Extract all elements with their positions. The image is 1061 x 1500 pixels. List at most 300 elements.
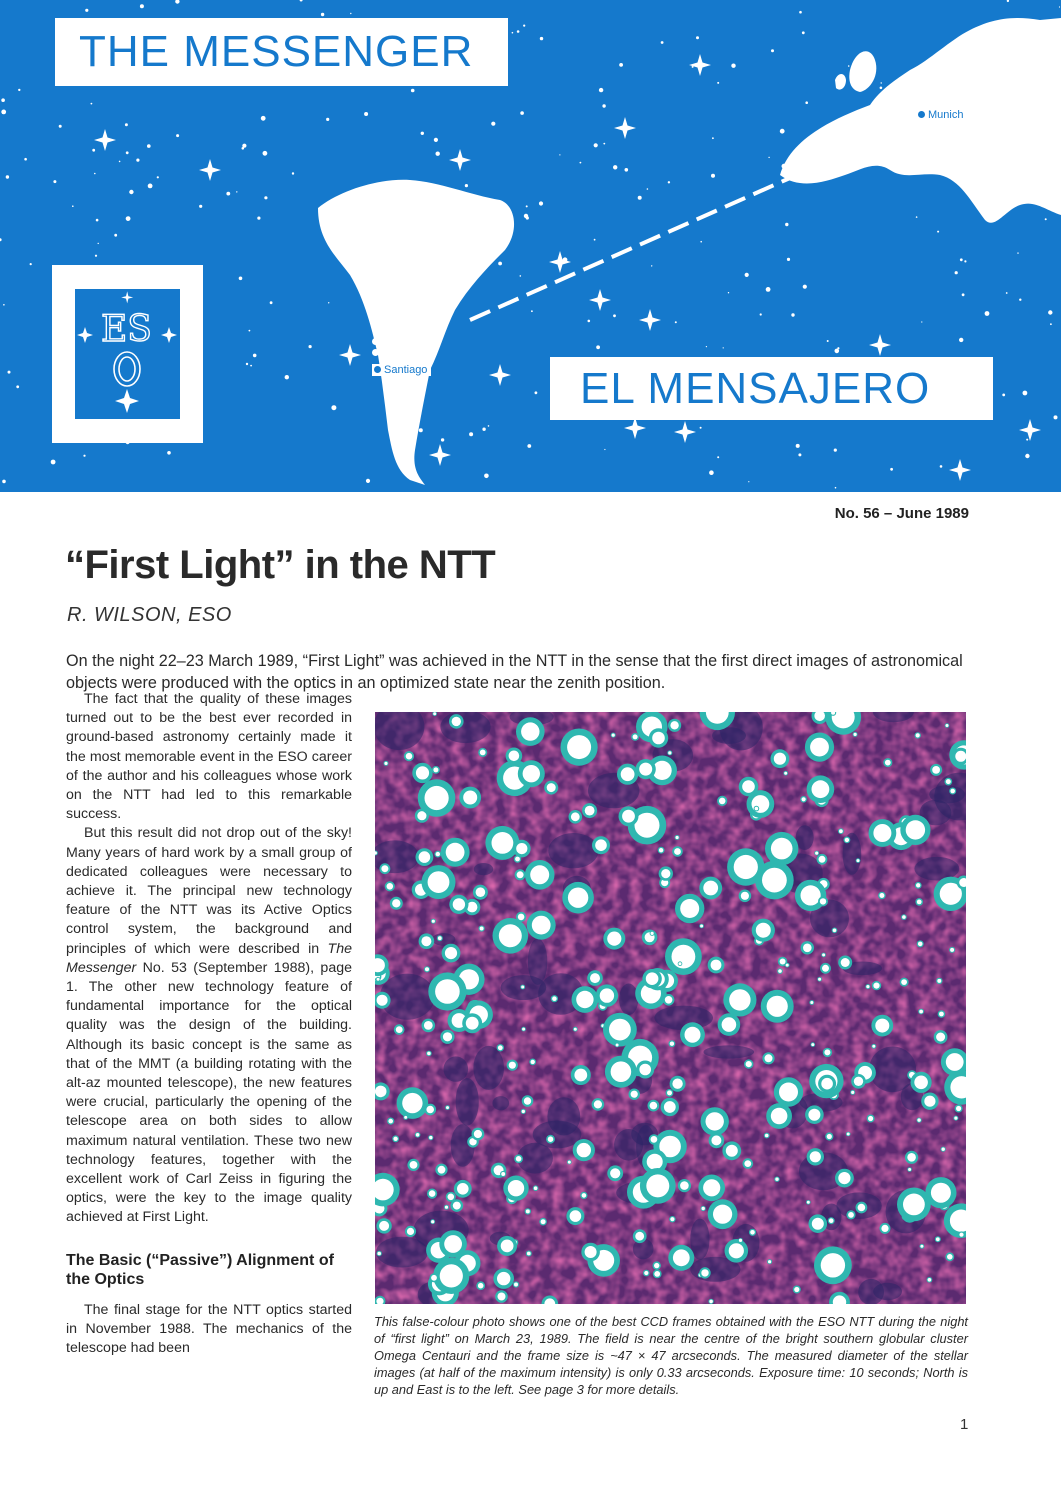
sky-star: [375, 322, 378, 325]
sky-star: [723, 347, 724, 348]
sky-star: [960, 258, 963, 261]
sky-star: [292, 172, 294, 174]
star-core: [685, 1027, 701, 1043]
sky-star: [140, 4, 144, 8]
star-core: [676, 836, 679, 839]
sky-star: [848, 65, 850, 67]
sky-star: [175, 0, 179, 4]
sky-star: [119, 161, 121, 163]
sky-star: [559, 154, 560, 155]
star-core: [667, 1090, 672, 1095]
sky-star: [921, 321, 922, 322]
star-core: [427, 1052, 431, 1056]
star-core: [526, 1209, 530, 1213]
star-core: [839, 829, 843, 833]
star-core: [848, 1212, 854, 1218]
star-core: [701, 1269, 708, 1276]
sky-star: [436, 152, 440, 156]
british-isles-shape: [849, 51, 876, 92]
star-core: [829, 1218, 834, 1223]
star-core: [928, 1278, 932, 1282]
bright-star: [674, 421, 696, 443]
sky-star: [832, 135, 836, 139]
sky-star: [731, 63, 735, 67]
sky-star: [157, 176, 159, 178]
sky-star: [1025, 454, 1029, 458]
star-core: [907, 1153, 916, 1162]
sky-star: [771, 49, 774, 52]
star-core: [522, 1028, 525, 1031]
sky-star: [72, 205, 74, 207]
false-colour-ccd-image: [375, 712, 966, 1304]
star-core: [453, 898, 465, 910]
star-core: [646, 1174, 669, 1197]
dark-patch: [858, 1279, 884, 1304]
sky-star: [520, 111, 524, 115]
star-core: [497, 1272, 510, 1285]
star-core: [808, 1109, 820, 1121]
star-core: [811, 1043, 814, 1046]
star-core: [651, 932, 654, 935]
star-core: [521, 986, 524, 989]
sky-star: [326, 118, 329, 121]
star-core: [947, 1254, 953, 1260]
star-core: [547, 783, 556, 792]
article-body-column: [66, 690, 352, 1358]
sky-star: [1005, 147, 1010, 152]
star-core: [478, 1283, 484, 1289]
star-core: [571, 812, 580, 821]
star-core: [428, 871, 450, 893]
star-core: [703, 881, 718, 896]
sky-star: [437, 187, 441, 191]
sky-star: [937, 231, 939, 233]
sky-star: [638, 196, 642, 200]
star-core: [946, 1053, 964, 1071]
star-core: [498, 1293, 506, 1301]
sky-star: [1002, 394, 1005, 397]
sky-star: [805, 101, 808, 104]
star-core: [906, 820, 925, 839]
sky-star: [285, 375, 289, 379]
star-core: [920, 1245, 923, 1248]
sky-star: [580, 162, 582, 164]
dark-patch: [619, 984, 638, 1016]
sky-star: [668, 181, 670, 183]
star-core: [633, 734, 638, 739]
star-core: [541, 1219, 546, 1224]
star-core: [416, 1133, 420, 1137]
star-core: [501, 1240, 514, 1253]
sky-star: [239, 277, 243, 281]
star-core: [498, 1045, 503, 1050]
sky-star: [916, 216, 918, 218]
sky-star: [976, 82, 978, 84]
star-core: [435, 979, 460, 1004]
sky-star: [488, 425, 490, 427]
star-core: [668, 751, 671, 754]
star-core: [552, 996, 557, 1001]
sky-star: [465, 184, 468, 187]
sky-star: [819, 172, 822, 175]
star-core: [875, 1019, 889, 1033]
bright-star: [614, 117, 636, 139]
star-core: [775, 1178, 778, 1181]
sky-star: [625, 168, 629, 172]
sky-star: [1030, 39, 1034, 43]
star-core: [765, 1054, 773, 1062]
sky-star: [497, 216, 500, 219]
sky-star: [827, 340, 829, 342]
star-core: [802, 797, 806, 801]
sky-star: [594, 239, 596, 241]
star-core: [807, 1201, 810, 1204]
sky-star: [941, 168, 943, 170]
sky-star: [1054, 415, 1058, 419]
star-core: [431, 1275, 437, 1281]
sky-star: [24, 158, 27, 161]
star-core: [932, 766, 940, 774]
star-core: [431, 1220, 434, 1223]
sky-star: [890, 468, 893, 471]
sky-star: [809, 172, 811, 174]
sky-star: [253, 354, 257, 358]
star-core: [729, 1243, 744, 1258]
star-core: [771, 838, 793, 860]
star-core: [914, 1076, 928, 1090]
star-core: [646, 972, 659, 985]
star-core: [746, 1061, 752, 1067]
star-core: [950, 948, 954, 952]
star-core: [532, 916, 551, 935]
figure-caption: This false-colour photo shows one of the best CCD frames obtained with the ESO NTT during the night of “first light” on March 23, 1989. The field is near the centre of the bright southern globular cluster Omega Centauri and the frame size is ~47 × 47 arcseconds. The measured diameter of the stellar images (at half of the maximum intensity) is only 0.33 arcseconds. Exposure time: 10 seconds; North is up and East is to the left. See page 3 for more details.: [374, 1314, 968, 1397]
star-core: [499, 924, 522, 947]
dark-patch: [376, 1237, 428, 1268]
sky-star: [596, 345, 600, 349]
star-core: [742, 780, 755, 793]
sky-star: [588, 320, 591, 323]
star-core: [585, 1246, 597, 1258]
star-core: [857, 859, 860, 862]
bright-star: [639, 309, 661, 331]
sky-star: [95, 255, 97, 257]
star-core: [673, 1249, 690, 1266]
sky-star: [1026, 439, 1028, 441]
star-core: [432, 920, 435, 923]
sky-star: [613, 165, 617, 169]
sky-star: [647, 188, 649, 190]
dark-patch: [493, 1096, 510, 1110]
star-core: [516, 1156, 522, 1162]
star-core: [570, 1210, 582, 1222]
sky-star: [129, 190, 133, 194]
sky-star: [94, 173, 96, 175]
sky-star: [147, 144, 151, 148]
sky-star: [768, 157, 769, 158]
sky-star: [728, 292, 729, 293]
sky-star: [1006, 292, 1008, 294]
dark-patch: [474, 863, 493, 875]
sky-star: [527, 444, 531, 448]
star-core: [774, 753, 786, 765]
sky-star: [799, 11, 802, 14]
sky-star: [780, 129, 785, 134]
sky-star: [880, 87, 883, 90]
star-core: [388, 1119, 393, 1124]
sky-star: [700, 427, 702, 429]
star-core: [474, 1130, 482, 1138]
star-core: [480, 750, 486, 756]
star-core: [594, 1100, 602, 1108]
dark-patch: [547, 1097, 580, 1135]
bright-star: [199, 159, 221, 181]
star-core: [445, 947, 457, 959]
star-core: [942, 1148, 945, 1151]
sky-star: [881, 82, 882, 83]
star-core: [879, 893, 884, 898]
star-core: [522, 1110, 525, 1113]
sky-star: [523, 25, 525, 27]
star-core: [881, 1225, 888, 1232]
bright-star: [689, 54, 711, 76]
star-core: [822, 953, 825, 956]
sky-star: [176, 134, 179, 137]
star-core: [659, 848, 663, 852]
star-core: [436, 852, 440, 856]
eso-emblem-icon: [75, 289, 180, 419]
star-core: [919, 1010, 923, 1014]
star-core: [939, 1012, 944, 1017]
map-label-santiago: Santiago: [372, 364, 431, 376]
star-core: [600, 988, 614, 1002]
star-core: [518, 914, 525, 921]
star-core: [406, 753, 413, 760]
star-core: [784, 772, 787, 775]
route-dashed-line: [470, 178, 790, 320]
star-core: [650, 1102, 658, 1110]
star-core: [517, 871, 524, 878]
star-core: [719, 798, 726, 805]
sky-star: [96, 219, 99, 222]
star-core: [631, 1091, 638, 1098]
star-core: [794, 1287, 799, 1292]
sky-star: [604, 449, 605, 450]
star-core: [741, 892, 749, 900]
sky-star: [985, 311, 990, 316]
sky-star: [91, 103, 93, 105]
sky-star: [1017, 252, 1018, 253]
star-core: [402, 1093, 422, 1113]
star-core: [377, 995, 388, 1006]
star-core: [866, 985, 869, 988]
star-core: [845, 838, 849, 842]
star-core: [815, 852, 818, 855]
sky-star: [434, 138, 438, 142]
sky-star: [92, 149, 95, 152]
bright-star: [549, 251, 571, 273]
sky-star: [51, 460, 56, 465]
sky-star: [700, 241, 702, 243]
star-core: [739, 1239, 742, 1242]
sky-star: [136, 159, 139, 162]
star-core: [384, 762, 387, 765]
star-core: [711, 960, 722, 971]
sky-star: [696, 36, 699, 39]
star-core: [379, 1221, 389, 1231]
star-core: [786, 964, 789, 967]
star-core: [607, 932, 621, 946]
sky-star: [420, 413, 422, 415]
star-core: [854, 1077, 863, 1086]
sky-star: [53, 180, 56, 183]
body-paragraph-3: The final stage for the NTT optics started in November 1988. The mechanics of the telescope had been: [66, 1301, 352, 1357]
bright-star: [949, 459, 971, 481]
bright-star: [94, 129, 116, 151]
star-core: [433, 712, 436, 715]
sky-star: [261, 116, 266, 121]
star-core: [824, 1049, 830, 1055]
star-core: [527, 1252, 531, 1256]
star-core: [429, 1190, 436, 1197]
star-core: [433, 767, 438, 772]
star-core: [950, 789, 955, 794]
star-core: [425, 786, 449, 810]
star-core: [902, 915, 906, 919]
sky-star: [331, 405, 336, 410]
sky-star: [98, 243, 99, 244]
star-core: [621, 767, 635, 781]
sky-star: [602, 104, 605, 107]
star-core: [654, 1263, 659, 1268]
sky-star: [491, 122, 495, 126]
star-core: [821, 1253, 845, 1277]
star-core: [514, 1283, 518, 1287]
sky-star: [717, 82, 719, 84]
star-core: [812, 1218, 824, 1230]
sky-star: [1023, 391, 1028, 396]
star-core: [670, 1217, 674, 1221]
star-core: [509, 1062, 516, 1069]
sky-star: [940, 465, 943, 468]
star-core: [903, 1194, 925, 1216]
bright-star: [339, 344, 361, 366]
star-core: [931, 1183, 951, 1203]
star-core: [744, 1160, 751, 1167]
star-core: [780, 959, 786, 965]
sky-star: [1045, 218, 1047, 220]
sky-star: [6, 175, 9, 178]
sky-star: [250, 365, 252, 367]
article-author: R. WILSON, ESO: [67, 604, 232, 626]
journal-title: The Messenger: [66, 940, 352, 976]
star-core: [421, 936, 431, 946]
star-core: [946, 779, 951, 784]
page-number: 1: [960, 1416, 969, 1433]
sky-star: [411, 89, 415, 93]
star-core: [582, 1193, 587, 1198]
star-core: [908, 1168, 911, 1171]
star-core: [680, 1181, 689, 1190]
sky-star: [498, 262, 502, 266]
sky-star: [798, 453, 801, 456]
sky-star: [954, 50, 957, 53]
star-core: [377, 1252, 381, 1256]
sky-star: [974, 47, 976, 49]
star-core: [873, 983, 879, 989]
south-america-shape: [318, 180, 514, 485]
sky-star: [835, 487, 837, 489]
sky-star: [242, 147, 245, 150]
star-core: [679, 962, 682, 965]
bright-star: [624, 417, 646, 439]
sky-star: [803, 285, 807, 289]
star-core: [644, 1271, 648, 1275]
star-core: [810, 1001, 813, 1004]
sky-star: [364, 112, 368, 116]
sky-star: [962, 293, 965, 296]
star-core: [918, 942, 923, 947]
ccd-star-field: [375, 712, 966, 1304]
star-core: [429, 1136, 432, 1139]
sky-star: [270, 301, 273, 304]
sky-star: [350, 13, 351, 14]
star-core: [452, 717, 461, 726]
star-core: [664, 1101, 676, 1113]
star-core: [574, 1028, 577, 1031]
star-core: [521, 722, 539, 740]
star-core: [818, 978, 821, 981]
star-core: [574, 1069, 587, 1082]
sky-star: [300, 0, 303, 2]
sky-star: [540, 37, 543, 40]
star-core: [838, 1172, 850, 1184]
star-core: [568, 1161, 571, 1164]
star-core: [523, 765, 540, 782]
sky-star: [30, 263, 32, 265]
sky-star: [477, 215, 479, 217]
star-core: [639, 1064, 651, 1076]
sky-star: [964, 260, 966, 262]
star-core: [410, 1161, 418, 1169]
star-core: [722, 1017, 737, 1032]
star-core: [854, 733, 857, 736]
star-core: [445, 1206, 448, 1209]
star-core: [396, 1026, 403, 1033]
star-core: [827, 1134, 832, 1139]
star-core: [756, 923, 771, 938]
star-core: [709, 1300, 713, 1304]
star-core: [833, 929, 837, 933]
star-core: [680, 899, 699, 918]
dark-patch: [929, 785, 965, 803]
star-core: [595, 839, 607, 851]
star-core: [611, 1061, 632, 1082]
sky-star: [535, 391, 538, 394]
star-core: [916, 733, 920, 737]
body-paragraph-1: The fact that the quality of these images turned out to be the best ever recorded in ground-based astronomy certainly made it the most memorable event in the ESO career of the author and his colleagues whose work on the NTT had led to this remarkable success.: [66, 691, 352, 823]
star-core: [407, 1228, 414, 1235]
sky-star: [594, 143, 598, 147]
star-core: [702, 1207, 705, 1210]
sky-star: [717, 456, 719, 458]
star-core: [652, 732, 665, 745]
section-heading: The Basic (“Passive”) Alignment of the Optics: [66, 1251, 334, 1288]
sky-star: [1019, 299, 1021, 301]
bright-star: [489, 364, 511, 386]
star-core: [516, 843, 527, 854]
star-core: [711, 1135, 721, 1145]
sky-star: [246, 363, 248, 365]
